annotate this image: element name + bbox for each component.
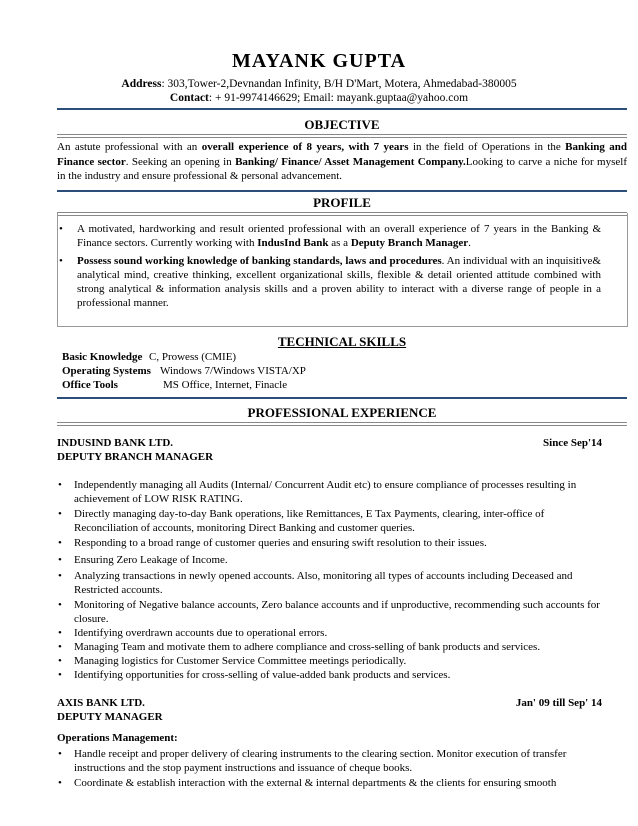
job-1-item: • Managing logistics for Customer Service Committee meetings periodically. (58, 655, 407, 667)
job-1-item: • Responding to a broad range of customer queries and ensuring swift resolution to their issues. (58, 537, 487, 549)
address-value: : 303,Tower-2,Devnandan Infinity, B/H D'Mart, Motera, Ahmedabad-380005 (161, 78, 517, 90)
job-1-item: • Analyzing transactions in newly opened accounts. Also, monitoring all types of accounts including Deceased and Restricted accounts. (58, 570, 573, 596)
address-line (0, 78, 638, 90)
job-2-item: • Handle receipt and proper delivery of clearing instruments to the clearing section. Monitor execution of transfer instructions and the stop payment instructions and issuance of cheque books. (58, 748, 567, 774)
skills-title: TECHNICAL SKILLS (277, 334, 407, 349)
job-2-dates: Jan' 09 till Sep' 14 (515, 697, 602, 709)
job-1-item: • Monitoring of Negative balance accounts, Zero balance accounts and if unproductive, recommending such accounts for closure. (58, 599, 600, 625)
job-2-item: • Coordinate & establish interaction with the external & internal departments & the clients for ensuring smooth (58, 777, 557, 789)
experience-divider (57, 422, 627, 426)
job-1-item: • Directly managing day-to-day Bank operations, like Remittances, E Tax Payments, clearing, inter-office of Reconciliation of accounts, monitoring Direct Banking and customer queries. (58, 508, 545, 534)
job-1-company: INDUSIND BANK LTD. Since Sep'14 (57, 437, 602, 449)
job-1-item: • Managing Team and motivate them to adhere compliance and cross-selling of bank products and services. (58, 641, 541, 653)
experience-title: PROFESSIONAL EXPERIENCE (247, 405, 437, 420)
job-2-subheading: Operations Management: (57, 732, 178, 744)
job-2-company: AXIS BANK LTD. Jan' 09 till Sep' 14 (57, 697, 602, 709)
profile-top-divider (57, 190, 627, 192)
profile-bullet-2: • Possess sound working knowledge of banking standards, laws and procedures. An individual with an inquisitive& analytical mind, creative thinking, excellent organizational skills, flexible & detail oriented attitude combined with strong analytical & information analysis skills and a proven ability to interact with a diverse range of people in a professional manner. (59, 255, 601, 309)
profile-bullet-1: • A motivated, hardworking and result oriented professional with an overall experience of 7 years in the Banking & Finance sectors. Currently working with IndusInd Bank as a Deputy Branch Manager. (59, 223, 601, 249)
profile-title: PROFILE (313, 195, 371, 210)
job-2-role: DEPUTY MANAGER (57, 711, 163, 723)
contact-value: : + 91-9974146629; Email: mayank.guptaa@yahoo.com (208, 92, 469, 104)
resume-page: MAYANK GUPTA Address: 303,Tower-2,Devnandan Infinity, B/H D'Mart, Motera, Ahmedabad-380005 Contact: + 91-9974146629; Email: mayank.guptaa@yahoo.com OBJECTIVE An astute professional with an overall experience of 8 years, with 7 years in the field of Operations in the Banking and Finance sector. Seeking an opening in Banking/ Finance/ Asset Management Company.Looking to carve a niche for myself in the industry and ensure professional & personal advancement. PROFILE • A motivated, hardworking and result oriented professional with an overall experience of 7 years in the Banking & Finance sectors. Currently working with IndusInd Bank as a Deputy Branch Manager. • Possess sound working knowledge of banking standards, laws and procedures. An individual with an inquisitive& analytical mind, creative thinking, excellent organizational skills, flexible & detail oriented attitude combined with strong analytical & information analysis skills and a proven ability to interact with a diverse range of people in a professional manner. TECHNICAL SKILLS Basic Knowledge C, Prowess (CMIE) Operating Systems Windows 7/Windows VISTA/XP Office Tools MS Office, Internet, Finacle PROFESSIONAL EXPERIENCE INDUSIND BANK LTD. Since Sep'14 DEPUTY BRANCH MANAGER • Independently managing all Audits (Internal/ Concurrent Audit etc) to ensure compliance of processes resulting in achievement of LOW RISK RATING. • Directly managing day-to-day Bank operations, like Remittances, E Tax Payments, clearing, inter-office of Reconciliation of accounts, monitoring Direct Banking and customer queries. • Responding to a broad range of customer queries and ensuring swift resolution to their issues. • Ensuring Zero Leakage of Income. • Analyzing transactions in newly opened accounts. Also, monitoring all types of accounts including Deceased and Restricted accounts. • Monitoring of Negative balance accounts, Zero balance accounts and if unproductive, recommending such accounts for closure. • Identifying overdrawn accounts due to operational errors. • Managing Team and motivate them to adhere compliance and cross-selling of bank products and services. • Managing logistics for Customer Service Committee meetings periodically. • Identifying opportunities for cross-selling of value-added bank products and services. AXIS BANK LTD. Jan' 09 till Sep' 14 DEPUTY MANAGER Operations Management: • Handle receipt and proper delivery of clearing instruments to the clearing section. Monitor execution of transfer instructions and the stop payment instructions and issuance of cheque books. • Coordinate & establish interaction with the external & internal departments & the clients for ensuring smooth (0, 0, 638, 826)
experience-top-divider (57, 397, 627, 399)
job-1-dates: Since Sep'14 (543, 437, 602, 449)
objective-divider (57, 134, 627, 138)
job-1-item: • Identifying opportunities for cross-selling of value-added bank products and services. (58, 669, 451, 681)
objective-text: An astute professional with an overall experience of 8 years, with 7 years in the field of Operations in the Banking and Finance sector. Seeking an opening in Banking/ Finance/ Asset Management Company.Looking to carve a niche for myself in the industry and ensure professional & personal advancement. (57, 141, 627, 182)
candidate-name: MAYANK GUPTA (231, 50, 407, 72)
contact-label: Contact (169, 92, 209, 104)
job-1-item: • Independently managing all Audits (Internal/ Concurrent Audit etc) to ensure compliance of processes resulting in achievement of LOW RISK RATING. (58, 479, 577, 505)
objective-title: OBJECTIVE (304, 117, 380, 132)
job-1-item: • Ensuring Zero Leakage of Income. (58, 554, 228, 566)
contact-line (0, 92, 638, 104)
job-1-item: • Identifying overdrawn accounts due to operational errors. (58, 627, 328, 639)
header-divider (57, 108, 627, 110)
job-1-role: DEPUTY BRANCH MANAGER (57, 451, 214, 463)
address-label: Address (121, 78, 162, 90)
